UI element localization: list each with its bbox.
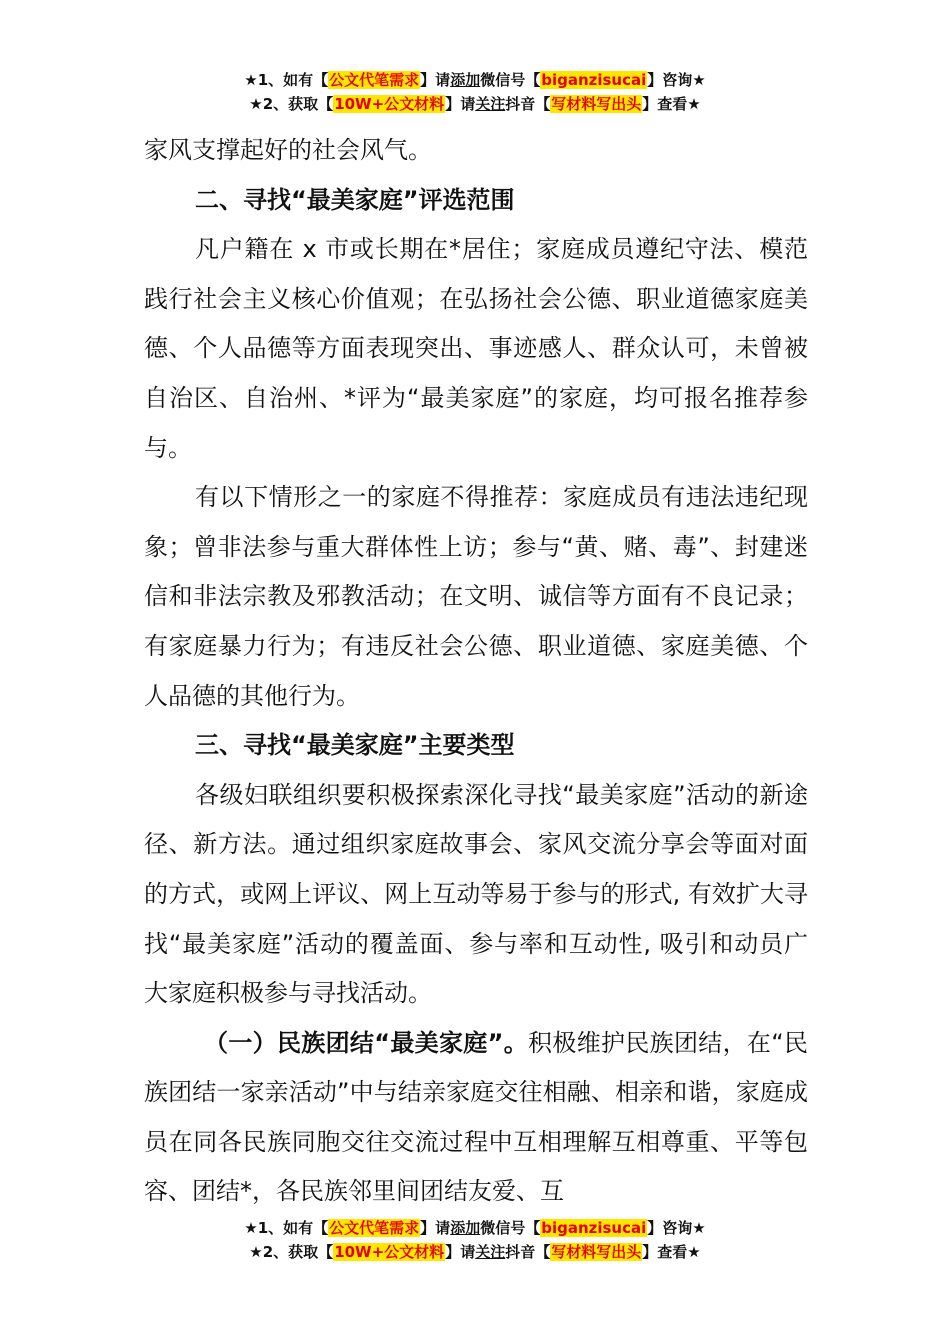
banner-underline: 添加 <box>450 1219 481 1237</box>
banner-line-1 <box>0 1216 950 1240</box>
banner-highlight: biganzisucai <box>541 1219 647 1237</box>
header-banner <box>0 68 950 116</box>
paragraph-continuation: 家风支撑起好的社会风气。 <box>144 136 432 164</box>
banner-highlight: 公文代笔需求 <box>329 71 420 89</box>
paragraph-methods: 各级妇联组织要积极探索深化寻找“最美家庭”活动的新途径、新方法。通过组织家庭故事会、家风交流分享会等面对面的方式，或网上评议、网上互动等易于参与的形式, 有效扩大寻找“最美家庭”活动的覆盖面、参与率和互动性, 吸引和动员广大家庭积极参与寻找活动。 <box>144 780 808 1008</box>
banner-highlight: biganzisucai <box>541 71 647 89</box>
subheading-ethnic-unity: （一）民族团结“最美家庭”。 <box>204 1028 529 1057</box>
banner-text: 】咨询★ <box>647 1219 706 1237</box>
section-heading-2: 二、寻找“最美家庭”评选范围 <box>195 185 515 214</box>
banner-text: 】查看★ <box>642 1243 701 1261</box>
banner-line-2 <box>0 1240 950 1264</box>
banner-highlight: 写材料写出头 <box>551 95 642 113</box>
paragraph-ethnic-unity <box>144 1019 808 1217</box>
banner-text: 】咨询★ <box>647 71 706 89</box>
banner-text: 抖音【 <box>505 1243 551 1261</box>
banner-highlight: 写材料写出头 <box>551 1243 642 1261</box>
footer-banner <box>0 1216 950 1264</box>
banner-text: ★1、如有【 <box>244 71 329 89</box>
banner-text: 微信号【 <box>480 1219 541 1237</box>
banner-text: 微信号【 <box>480 71 541 89</box>
banner-highlight: 10W+公文材料 <box>334 1243 445 1261</box>
banner-text: 】请 <box>445 1243 476 1261</box>
banner-underline: 添加 <box>450 71 481 89</box>
banner-text: 抖音【 <box>505 95 551 113</box>
document-body <box>144 126 808 1217</box>
banner-text: ★2、获取【 <box>249 1243 334 1261</box>
paragraph-eligibility: 凡户籍在 x 市或长期在*居住；家庭成员遵纪守法、模范践行社会主义核心价值观；在弘扬社会公德、职业道德家庭美德、个人品德等方面表现突出、事迹感人、群众认可，未曾被自治区、自治州、*评为“最美家庭”的家庭，均可报名推荐参与。 <box>144 235 808 462</box>
banner-underline: 关注 <box>475 1243 506 1261</box>
banner-underline: 关注 <box>475 95 506 113</box>
banner-text: 】查看★ <box>642 95 701 113</box>
section-heading-3: 三、寻找“最美家庭”主要类型 <box>195 731 515 760</box>
banner-highlight: 公文代笔需求 <box>329 1219 420 1237</box>
banner-text: ★2、获取【 <box>249 95 334 113</box>
banner-line-2 <box>0 92 950 116</box>
banner-line-1 <box>0 68 950 92</box>
banner-text: 】请 <box>420 1219 451 1237</box>
paragraph-ethnic-unity-text: 积极维护民族团结，在“民族团结一家亲活动”中与结亲家庭交往相融、相亲和谐，家庭成员在同各民族同胞交往交流过程中互相理解互相尊重、平等包容、团结*，各民族邻里间团结友爱、互 <box>144 1028 809 1206</box>
banner-highlight: 10W+公文材料 <box>334 95 445 113</box>
banner-text: 】请 <box>445 95 476 113</box>
banner-text: 】请 <box>420 71 451 89</box>
banner-text: ★1、如有【 <box>244 1219 329 1237</box>
paragraph-exclusions: 有以下情形之一的家庭不得推荐：家庭成员有违法违纪现象；曾非法参与重大群体性上访；参与“黄、赌、毒”、封建迷信和非法宗教及邪教活动；在文明、诚信等方面有不良记录；有家庭暴力行为；有违反社会公德、职业道德、家庭美德、个人品德的其他行为。 <box>144 483 808 710</box>
